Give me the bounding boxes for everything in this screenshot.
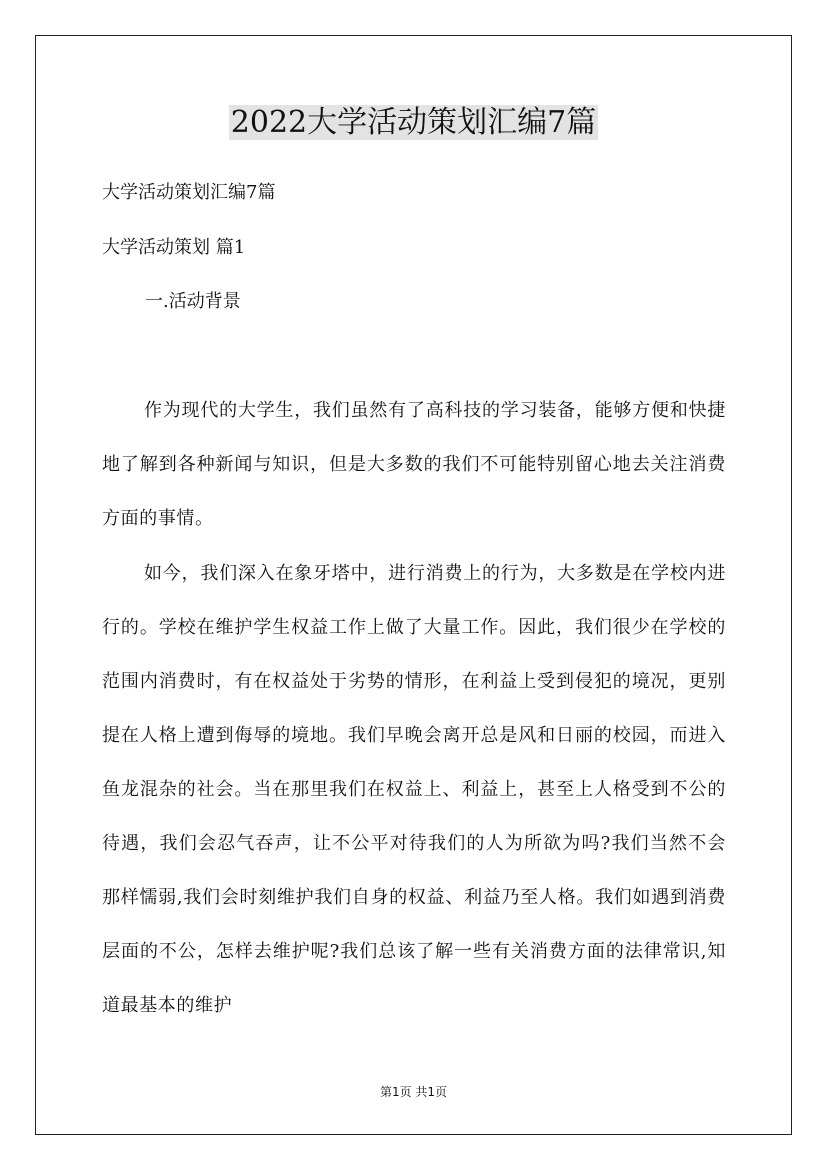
document-subtitle: 大学活动策划汇编7篇 — [102, 182, 276, 203]
document-title — [0, 101, 827, 145]
item-heading: 一.活动背景 — [145, 291, 241, 312]
page-footer: 第1页 共1页 — [379, 1085, 448, 1099]
body-paragraph-2: 如今，我们深入在象牙塔中，进行消费上的行为，大多数是在学校内进行的。学校在维护学生权益工作上做了大量工作。因此，我们很少在学校的范围内消费时，有在权益处于劣势的情形，在利益上受到侵犯的境况，更别提在人格上遭到侮辱的境地。我们早晚会离开总是风和日丽的校园，而进入鱼龙混杂的社会。当在那里我们在权益上、利益上，甚至上人格受到不公的待遇，我们会忍气吞声，让不公平对待我们的人为所欲为吗?我们当然不会那样懦弱,我们会时刻维护我们自身的权益、利益乃至人格。我们如遇到消费层面的不公，怎样去维护呢?我们总该了解一些有关消费方面的法律常识,知道最基本的维护 — [102, 563, 726, 1016]
section-heading: 大学活动策划 篇1 — [102, 237, 246, 258]
document-title-text: 2022大学活动策划汇编7篇 — [230, 105, 597, 140]
body-paragraph-1: 作为现代的大学生，我们虽然有了高科技的学习装备，能够方便和快捷地了解到各种新闻与知识，但是大多数的我们不可能特别留心地去关注消费方面的事情。 — [102, 400, 726, 529]
